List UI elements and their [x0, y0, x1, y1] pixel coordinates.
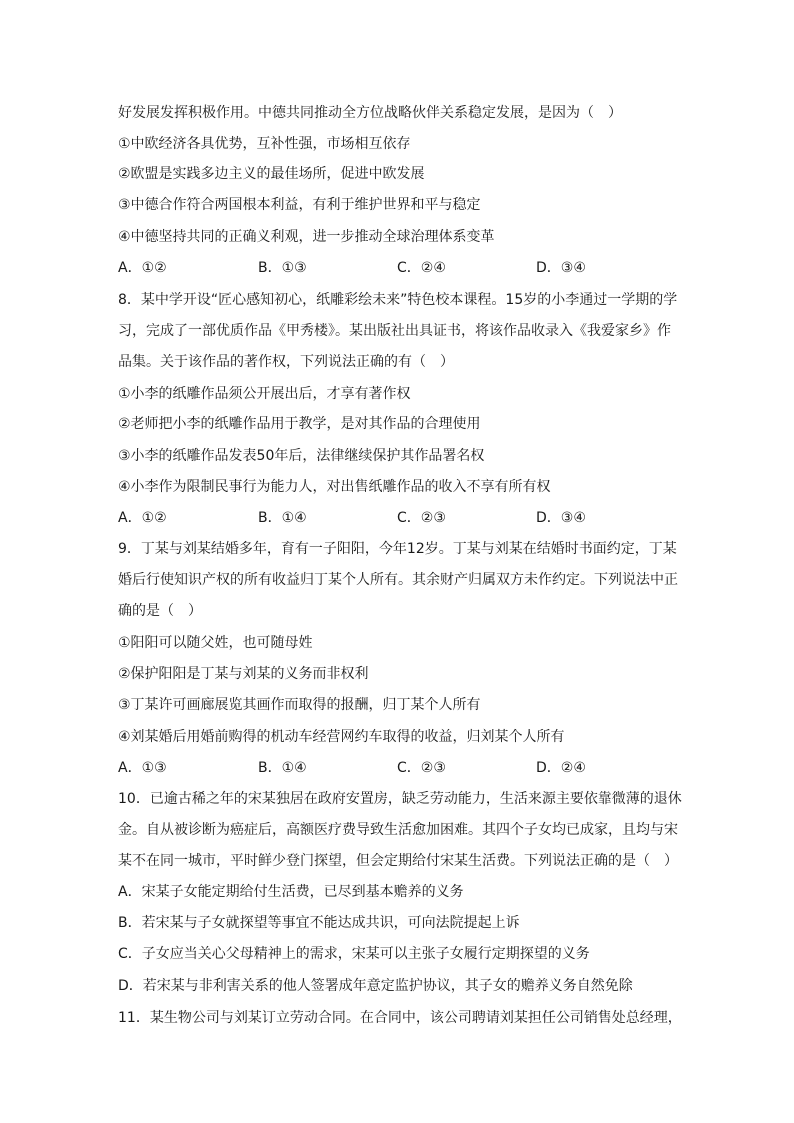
- q10-stem-line-3: 某不在同一城市，平时鲜少登门探望，但会定期给付宋某生活费。下列说法正确的是（ ）: [118, 853, 678, 869]
- q8-item-2: ②老师把小李的纸雕作品用于教学，是对其作品的合理使用: [118, 416, 481, 432]
- q11-stem-line-1: 11．某生物公司与刘某订立劳动合同。在合同中，该公司聘请刘某担任公司销售处总经理，: [118, 1010, 682, 1026]
- q9-stem-line-2: 婚后行使知识产权的所有收益归丁某个人所有。其余财产归属双方未作约定。下列说法中正: [118, 572, 678, 588]
- q9-item-3: ③丁某许可画廊展览其画作而取得的报酬，归丁某个人所有: [118, 697, 481, 713]
- q10-stem-line-2: 金。自从被诊断为癌症后，高额医疗费导致生活愈加困难。其四个子女均已成家，且均与宋: [118, 822, 678, 838]
- q8-option-d: D．③④: [536, 510, 586, 526]
- q8-stem-line-1: 8．某中学开设“匠心感知初心，纸雕彩绘未来”特色校本课程。15岁的小李通过一学期的学: [118, 292, 678, 308]
- q9-option-a: A．①③: [118, 760, 167, 776]
- q9-option-c: C．②③: [397, 760, 446, 776]
- q7-item-1: ①中欧经济各具优势，互补性强，市场相互依存: [118, 136, 411, 152]
- q8-item-1: ①小李的纸雕作品须公开展出后，才享有著作权: [118, 386, 411, 402]
- q10-choice-d: D．若宋某与非利害关系的他人签署成年意定监护协议，其子女的赡养义务自然免除: [118, 978, 633, 994]
- q9-option-d: D．②④: [536, 760, 586, 776]
- q7-stem-tail: 好发展发挥积极作用。中德共同推动全方位战略伙伴关系稳定发展，是因为（ ）: [118, 105, 622, 121]
- q8-stem-line-2: 习，完成了一部优质作品《甲秀楼》。某出版社出具证书，将该作品收录入《我爱家乡》作: [118, 323, 671, 339]
- q10-choice-c: C．子女应当关心父母精神上的需求，宋某可以主张子女履行定期探望的义务: [118, 946, 590, 962]
- q9-stem-line-1: 9．丁某与刘某结婚多年，育有一子阳阳，今年12岁。丁某与刘某在结婚时书面约定，丁某: [118, 541, 677, 557]
- q7-option-d: D．③④: [536, 260, 586, 276]
- q8-item-3: ③小李的纸雕作品发表50年后，法律继续保护其作品署名权: [118, 448, 485, 464]
- q10-stem-line-1: 10．已逾古稀之年的宋某独居在政府安置房，缺乏劳动能力，生活来源主要依靠微薄的退休: [118, 791, 682, 807]
- q8-item-4: ④小李作为限制民事行为能力人，对出售纸雕作品的收入不享有所有权: [118, 479, 551, 495]
- q7-item-4: ④中德坚持共同的正确义利观，进一步推动全球治理体系变革: [118, 229, 495, 245]
- q9-item-2: ②保护阳阳是丁某与刘某的义务而非权利: [118, 666, 369, 682]
- q8-stem-line-3: 品集。关于该作品的著作权，下列说法正确的有（ ）: [118, 354, 454, 370]
- q9-option-b: B．①④: [258, 760, 307, 776]
- q7-option-c: C．②④: [397, 260, 446, 276]
- q10-choice-a: A．宋某子女能定期给付生活费，已尽到基本赡养的义务: [118, 884, 464, 900]
- q8-option-c: C．②③: [397, 510, 446, 526]
- q10-choice-b: B．若宋某与子女就探望等事宜不能达成共识，可向法院提起上诉: [118, 915, 520, 931]
- q7-option-a: A．①②: [118, 260, 167, 276]
- q7-item-2: ②欧盟是实践多边主义的最佳场所，促进中欧发展: [118, 166, 425, 182]
- q8-option-b: B．①④: [258, 510, 307, 526]
- q9-item-1: ①阳阳可以随父姓，也可随母姓: [118, 635, 313, 651]
- q9-stem-line-3: 确的是（ ）: [118, 603, 202, 619]
- q7-item-3: ③中德合作符合两国根本利益，有利于维护世界和平与稳定: [118, 197, 481, 213]
- q8-option-a: A．①②: [118, 510, 167, 526]
- q7-option-b: B．①③: [258, 260, 307, 276]
- q9-item-4: ④刘某婚后用婚前购得的机动车经营网约车取得的收益，归刘某个人所有: [118, 729, 565, 745]
